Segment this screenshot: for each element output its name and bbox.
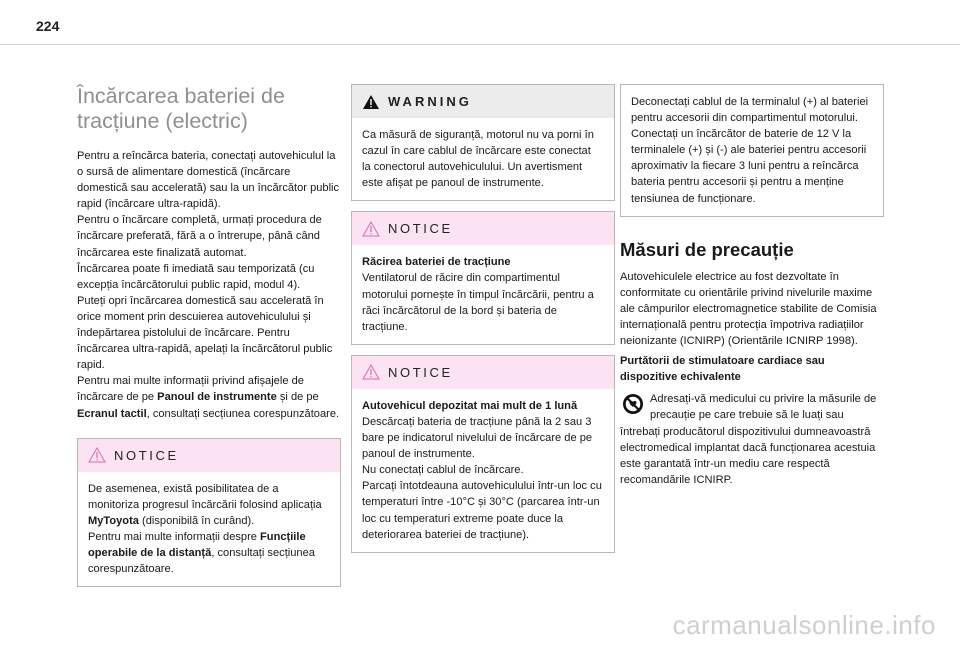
bold-run: MyToyota	[88, 514, 139, 527]
paragraph: Pentru a reîncărca bateria, conectați autovehiculul la o sursă de alimentare domestică (încărcare domestică sau accelerată) sau la un încărcător public rapid (încărcare ultra-rapidă).	[77, 150, 340, 211]
warning-body	[352, 118, 614, 200]
notice-body	[78, 472, 340, 587]
notice-triangle-icon	[362, 221, 380, 237]
notice-label: NOTICE	[388, 221, 453, 237]
column-3	[620, 84, 884, 488]
section-title: Măsuri de precauție	[620, 238, 794, 260]
notice-title	[362, 254, 602, 270]
paragraph: Puteți opri încărcarea domestică sau accelerată în orice moment prin descuierea autovehiculului și îndepărtarea pistolului de încărcare. Pentru încărcarea ultra-rapidă, apelați la încărcătorul public rapid.	[77, 294, 333, 372]
subsection-title: Purtătorii de stimulatoare cardiace sau dispozitive echivalente	[620, 355, 825, 384]
paragraph	[88, 481, 328, 529]
info-box	[620, 84, 884, 217]
paragraph: Nu conectați cablul de încărcare.	[362, 464, 524, 477]
notice-body	[352, 245, 614, 343]
paragraph: Conectați un încărcător de baterie de 12 V la terminalele (+) și (-) ale bateriei pentru accesorii aproximativ la fiecare 3 luni pentru a reîncărca bateria pentru accesorii și pentru a menține tensiunea de funcționare.	[631, 128, 867, 205]
page-number: 224	[36, 18, 60, 34]
pacemaker-note	[620, 391, 884, 488]
text-run: Pentru mai multe informații privind afișajele de încărcare de pe	[77, 375, 304, 404]
notice-box	[351, 355, 615, 553]
pacemaker-prohibited-icon	[622, 393, 644, 415]
watermark: carmanualsonline.info	[672, 610, 936, 640]
notice-header	[352, 212, 614, 245]
notice-box	[351, 211, 615, 344]
bold-run: Panoul de instrumente	[157, 391, 277, 404]
text-run: (disponibilă în curând).	[138, 514, 255, 527]
paragraph	[77, 373, 341, 421]
column-2	[351, 84, 615, 553]
paragraph: Autovehiculele electrice au fost dezvoltate în conformitate cu orientările privind nivelurile maxime ale câmpurilor electromagnetice stabilite de Comisia internațională pentru protecția împotriva radiațiilor neionizante (ICNIRP) (Orientările ICNIRP 1998).	[620, 270, 877, 348]
notice-label: NOTICE	[388, 364, 453, 380]
paragraph: Ca măsură de siguranță, motorul nu va porni în cazul în care cablul de încărcare este conectat la conectorul autovehiculului. Un avertisment este afișat pe panoul de instrumente.	[362, 129, 594, 190]
paragraph: Pentru o încărcare completă, urmați procedura de încărcare preferată, fără a o întrerupe, până când încărcarea este finalizată automat.	[77, 214, 322, 259]
notice-header	[78, 439, 340, 472]
text-run: De asemenea, există posibilitatea de a monitoriza progresul încărcării folosind aplicația	[88, 482, 322, 511]
text-run: , consultați secțiunea corespunzătoare.	[88, 546, 315, 576]
warning-label: WARNING	[388, 94, 472, 109]
paragraph: Ventilatorul de răcire din compartimentul motorului pornește în timpul încărcării, pentru a răci încărcătorul de la bord și bateria de tracțiune.	[362, 272, 594, 333]
bold-run: Autovehicul depozitat mai mult de 1 lună	[362, 399, 578, 412]
warning-triangle-icon	[362, 94, 380, 110]
notice-label: NOTICE	[114, 447, 179, 463]
notice-triangle-icon	[88, 447, 106, 463]
header-rule	[0, 44, 960, 45]
column-1	[77, 84, 341, 587]
paragraph: Deconectați cablul de la terminalul (+) al bateriei pentru accesorii din compartimentul motorului.	[631, 96, 869, 125]
notice-title	[362, 398, 602, 414]
paragraph	[88, 529, 328, 577]
paragraph: Parcați întotdeauna autovehiculului într-un loc cu temperaturi între -10°C și 30°C (parcarea într-un loc cu temperaturi extreme poate duce la deteriorarea bateriei de tracțiune).	[362, 480, 602, 541]
bold-run: Funcțiile operabile de la distanță	[88, 530, 306, 559]
bold-run: Ecranul tactil	[77, 407, 147, 420]
info-body	[621, 85, 883, 216]
text-run: și de pe	[276, 391, 319, 404]
text-run: Pentru mai multe informații despre	[88, 530, 261, 543]
notice-body	[352, 389, 614, 552]
paragraph: Adresați-vă medicului cu privire la măsurile de precauție pe care trebuie să le luați sau întrebați producătorul dispozitivului dumneavoastră electromedical implantat dacă funcționarea acestuia este garantată într-un mediu care respectă recomandările ICNIRP.	[620, 393, 877, 486]
bold-run: Răcirea bateriei de tracțiune	[362, 256, 511, 269]
notice-triangle-icon	[362, 364, 380, 380]
warning-box	[351, 84, 615, 201]
paragraph: Descărcați bateria de tracțiune până la 2 sau 3 bare pe indicatorul nivelului de încărcare de pe panoul de instrumente.	[362, 415, 593, 461]
paragraph: Încărcarea poate fi imediată sau temporizată (cu excepția încărcătorului public rapid, modul 4).	[77, 262, 315, 291]
warning-header	[352, 85, 614, 118]
intro-text	[77, 148, 341, 422]
notice-header	[352, 356, 614, 389]
chapter-title: Încărcarea bateriei de tracțiune (electric)	[77, 84, 285, 133]
notice-box	[77, 438, 341, 588]
text-run: , consultați secțiunea corespunzătoare.	[146, 407, 340, 420]
